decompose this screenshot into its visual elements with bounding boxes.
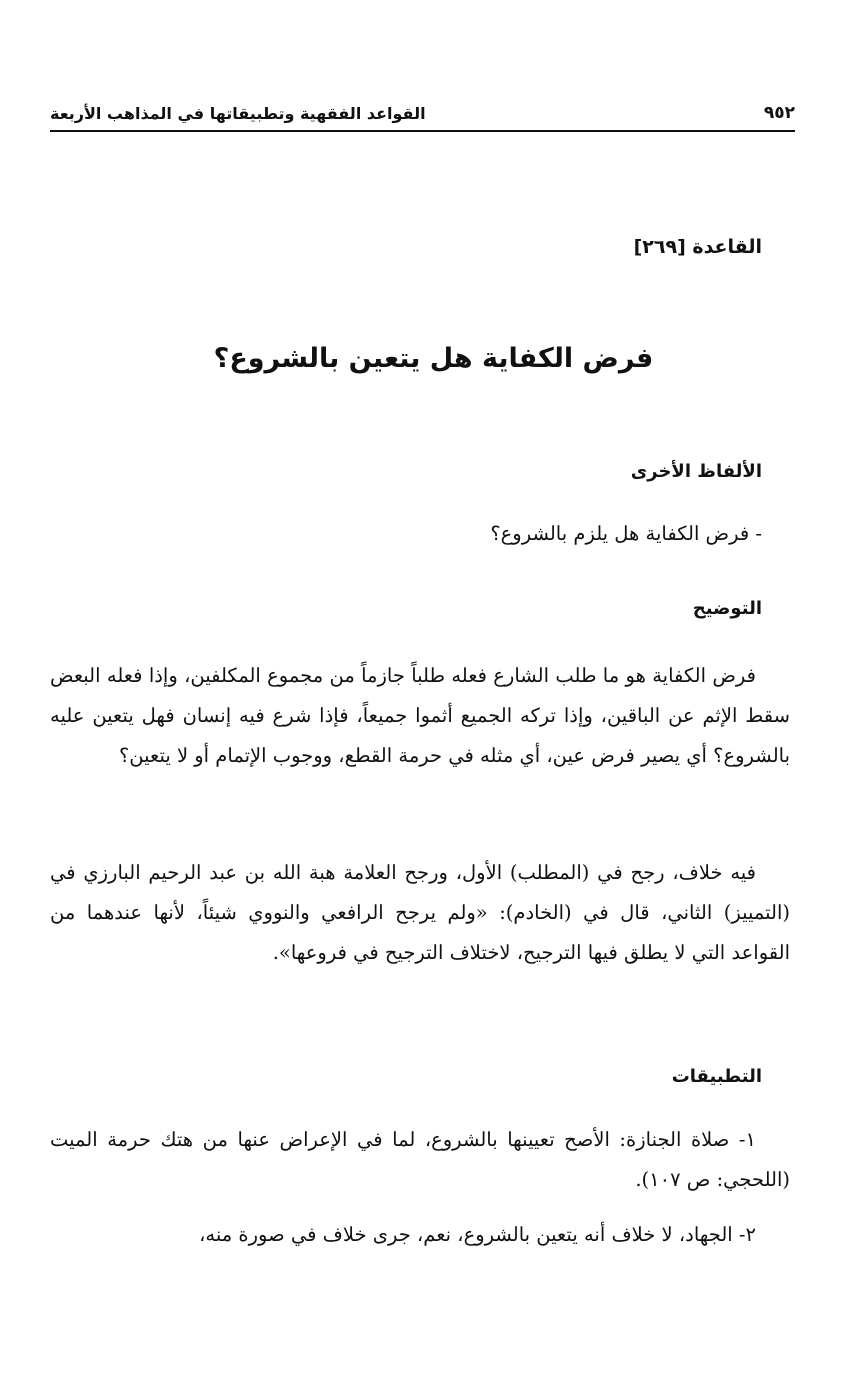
other-wordings-heading: الألفاظ الأخرى: [630, 461, 762, 482]
application-item-2: ٢- الجهاد، لا خلاف أنه يتعين بالشروع، نعم، جرى خلاف في صورة منه،: [199, 1223, 756, 1246]
explanation-heading: التوضيح: [692, 598, 762, 619]
rule-number: القاعدة [٢٦٩]: [633, 236, 762, 258]
running-header: [50, 96, 795, 132]
applications-heading: التطبيقات: [671, 1066, 762, 1087]
rule-title: فرض الكفاية هل يتعين بالشروع؟: [213, 343, 654, 374]
book-title: القواعد الفقهية وتطبيقاتها في المذاهب الأربعة: [50, 103, 426, 123]
explanation-paragraph-1: فرض الكفاية هو ما طلب الشارع فعله طلباً جازماً من مجموع المكلفين، وإذا فعله البعض سقط الإثم عن الباقين، وإذا تركه الجميع أثموا جميعاً، فإذا شرع فيه إنسان فهل يتعين عليه بالشروع؟ أي يصير فرض عين، أي مثله في حرمة القطع، ووجوب الإتمام أو لا يتعين؟: [50, 664, 790, 767]
other-wording-item: - فرض الكفاية هل يلزم بالشروع؟: [490, 522, 762, 545]
explanation-paragraph-2: فيه خلاف، رجح في (المطلب) الأول، ورجح العلامة هبة الله بن عبد الرحيم البارزي في (التمييز) الثاني، قال في (الخادم): «ولم يرجح الرافعي والنووي شيئاً، لأنها عندهما من القواعد التي لا يطلق فيها الترجيح، لاختلاف الترجيح في فروعها».: [50, 861, 790, 964]
page-number: ٩٥٢: [763, 103, 795, 123]
application-item-1: ١- صلاة الجنازة: الأصح تعيينها بالشروع، لما في الإعراض عنها من هتك حرمة الميت (اللحجي: ص ١٠٧).: [50, 1128, 790, 1191]
